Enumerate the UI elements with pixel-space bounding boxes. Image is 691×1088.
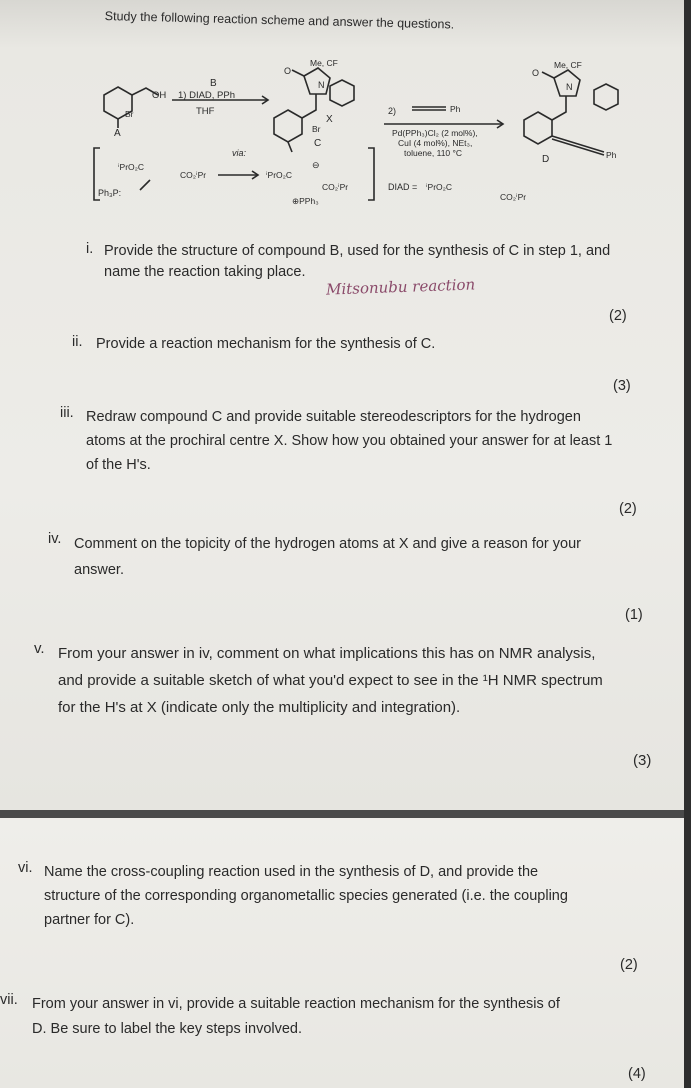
ph-label-d: Ph bbox=[606, 150, 617, 160]
question-number: i. bbox=[86, 241, 94, 257]
marks-badge: (2) bbox=[609, 308, 627, 324]
marks-badge: (3) bbox=[613, 378, 631, 394]
mecf3-c: Me, CF bbox=[310, 58, 338, 68]
compound-c-heterocycle bbox=[304, 68, 330, 94]
question-line: atoms at the prochiral centre X. Show how you obtained your answer for at least 1 bbox=[86, 433, 613, 449]
question-text bbox=[96, 334, 656, 355]
question-number: iii. bbox=[60, 405, 74, 421]
betaine-reagent: ⁱPrO₂C bbox=[266, 170, 293, 180]
question-number: iv. bbox=[48, 531, 62, 547]
question-line: Comment on the topicity of the hydrogen atoms at X and give a reason for your bbox=[74, 536, 581, 552]
question-number: vi. bbox=[18, 860, 33, 876]
n-label-d: N bbox=[566, 82, 573, 92]
mecf3-d: Me, CF bbox=[554, 60, 582, 70]
question-line: name the reaction taking place. bbox=[104, 264, 306, 280]
question-line: From your answer in vi, provide a suitable reaction mechanism for the synthesis of bbox=[32, 996, 560, 1012]
compound-c-aryl bbox=[330, 80, 354, 106]
label-b: B bbox=[210, 78, 217, 89]
compound-c-ring bbox=[274, 110, 302, 142]
label-x: X bbox=[326, 114, 333, 125]
diad-reagent: ⁱPrO₂C bbox=[426, 182, 453, 192]
question-line: answer. bbox=[74, 562, 124, 578]
o-label-c: O bbox=[284, 66, 292, 76]
step2-num: 2) bbox=[388, 106, 397, 116]
ph-label-alkyne: Ph bbox=[450, 104, 461, 114]
intermediate-ester: CO₂ⁱPr bbox=[180, 170, 207, 180]
br-label-c: Br bbox=[312, 124, 321, 134]
question-line: for the H's at X (indicate only the multiplicity and integration). bbox=[58, 699, 461, 716]
marks-badge: (1) bbox=[625, 607, 643, 623]
marks-badge: (2) bbox=[619, 501, 637, 517]
oh-label: OH bbox=[152, 90, 167, 101]
question-text bbox=[104, 241, 664, 283]
n-label-c: N bbox=[318, 80, 325, 90]
diad-ester: CO₂ⁱPr bbox=[500, 192, 527, 202]
question-line: structure of the corresponding organometallic species generated (i.e. the coupling bbox=[44, 888, 568, 904]
question-line: Name the cross-coupling reaction used in the synthesis of D, and provide the bbox=[44, 864, 539, 880]
label-a: A bbox=[114, 128, 121, 139]
question-text bbox=[44, 860, 644, 932]
br-label-a: Br bbox=[125, 109, 134, 119]
question-line: Redraw compound C and provide suitable stereodescriptors for the hydrogen bbox=[86, 409, 581, 425]
o-label-d: O bbox=[532, 68, 540, 78]
compound-d-ring bbox=[524, 112, 552, 144]
intermediate-reagent: ⁱPrO₂C bbox=[118, 162, 145, 172]
marks-badge: (3) bbox=[633, 752, 652, 769]
question-number: ii. bbox=[72, 334, 83, 350]
betaine-minus: ⊖ bbox=[312, 160, 320, 170]
bracket-right bbox=[368, 148, 374, 200]
betaine-ester: CO₂ⁱPr bbox=[322, 182, 349, 192]
question-line: of the H's. bbox=[86, 457, 151, 473]
marks-badge: (2) bbox=[620, 957, 638, 973]
question-text bbox=[32, 992, 652, 1042]
worksheet-page-2 bbox=[0, 818, 684, 1088]
diad-label: DIAD = bbox=[388, 182, 418, 192]
question-text bbox=[86, 405, 666, 477]
betaine-pph3: ⊕PPh₃ bbox=[292, 196, 319, 206]
marks-badge: (4) bbox=[628, 1066, 646, 1082]
question-line: and provide a suitable sketch of what you'd expect to see in the ¹H NMR spectrum bbox=[58, 672, 603, 689]
via-label: via: bbox=[232, 148, 247, 158]
step1-reagents: 1) DIAD, PPh bbox=[178, 90, 236, 101]
question-number: v. bbox=[34, 640, 45, 657]
step2-cocatalyst: CuI (4 mol%), NEt₃, bbox=[398, 138, 473, 148]
step1-solvent: THF bbox=[196, 106, 215, 117]
compound-d-aryl bbox=[594, 84, 618, 110]
handwritten-answer: Mitsonubu reaction bbox=[325, 275, 476, 299]
page-gap bbox=[0, 810, 691, 818]
question-line: partner for C). bbox=[44, 912, 135, 928]
step2-conditions: toluene, 110 °C bbox=[404, 148, 463, 158]
question-number: vii. bbox=[0, 992, 18, 1008]
label-d: D bbox=[542, 154, 550, 165]
question-line: D. Be sure to label the key steps involved. bbox=[32, 1021, 303, 1037]
intermediate-pph3: Ph₃P: bbox=[98, 188, 122, 198]
question-line: From your answer in iv, comment on what implications this has on NMR analysis, bbox=[58, 645, 596, 662]
question-text bbox=[58, 640, 678, 721]
label-c: C bbox=[314, 138, 322, 149]
instruction-text: Study the following reaction scheme and answer the questions. bbox=[104, 8, 455, 32]
question-line: Provide the structure of compound B, used for the synthesis of C in step 1, and bbox=[104, 243, 611, 259]
question-line: Provide a reaction mechanism for the synthesis of C. bbox=[96, 336, 436, 352]
question-text bbox=[74, 531, 664, 583]
step2-catalyst: Pd(PPh₃)Cl₂ (2 mol%), bbox=[392, 128, 478, 138]
